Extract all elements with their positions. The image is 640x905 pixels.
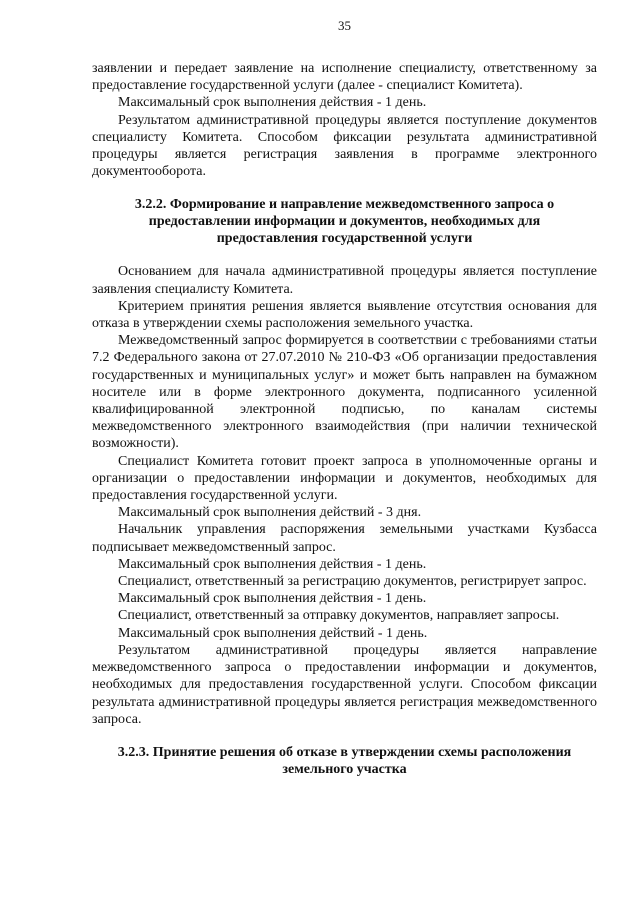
- paragraph: Максимальный срок выполнения действий - 3 дня.: [118, 505, 422, 521]
- paragraph: Максимальный срок выполнения действий - 1 день.: [118, 625, 428, 641]
- paragraph: Специалист Комитета готовит проект запроса в уполномоченные органы и организации о предоставлении информации и документов, необходимых для предоставления государственной услуги.: [92, 453, 597, 504]
- document-page: [92, 18, 597, 778]
- paragraph: Результатом административной процедуры является направление межведомственного запроса о предоставлении информации и документов, необходимых для предоставления государственной услуги. Способом фиксации результата административной процедуры является регистрация межведомственного запроса.: [92, 642, 597, 727]
- paragraph: Межведомственный запрос формируется в соответствии с требованиями статьи 7.2 Федерального закона от 27.07.2010 № 210-ФЗ «Об организации предоставления государственных и муниципальных услуг» и может быть направлен на бумажном носителе или в форме электронного документа, подписанного усиленной квалифицированной электронной подписью, по каналам системы межведомственного электронного взаимодействия (при наличии технической возможности).: [92, 333, 597, 452]
- page-number: 35: [338, 18, 351, 33]
- paragraph: Специалист, ответственный за отправку документов, направляет запросы.: [118, 608, 560, 624]
- paragraph: Основанием для начала административной процедуры является поступление заявления специалисту Комитета.: [92, 264, 597, 297]
- paragraph: Максимальный срок выполнения действия - 1 день.: [118, 95, 427, 111]
- paragraph: Максимальный срок выполнения действия - 1 день.: [118, 556, 427, 572]
- paragraph: Критерием принятия решения является выявление отсутствия основания для отказа в утверждении схемы расположения земельного участка.: [92, 298, 597, 332]
- paragraph: Начальник управления распоряжения земельными участками Кузбасса подписывает межведомственный запрос.: [92, 522, 597, 555]
- section-heading: 3.2.3. Принятие решения об отказе в утверждении схемы расположения земельного участка: [117, 744, 572, 777]
- paragraph: Специалист, ответственный за регистрацию документов, регистрирует запрос.: [118, 574, 587, 590]
- paragraph: заявлении и передает заявление на исполнение специалисту, ответственному за предоставление государственной услуги (далее - специалист Комитета).: [92, 61, 597, 94]
- section-heading: 3.2.2. Формирование и направление межведомственного запроса о предоставлении информации и документов, необходимых для предоставления государственной услуги: [134, 197, 555, 247]
- paragraph: Результатом административной процедуры является поступление документов специалисту Комитета. Способом фиксации результата административной процедуры является регистрация заявления в программе электронного документооборота.: [92, 112, 597, 180]
- paragraph: Максимальный срок выполнения действия - 1 день.: [118, 591, 427, 607]
